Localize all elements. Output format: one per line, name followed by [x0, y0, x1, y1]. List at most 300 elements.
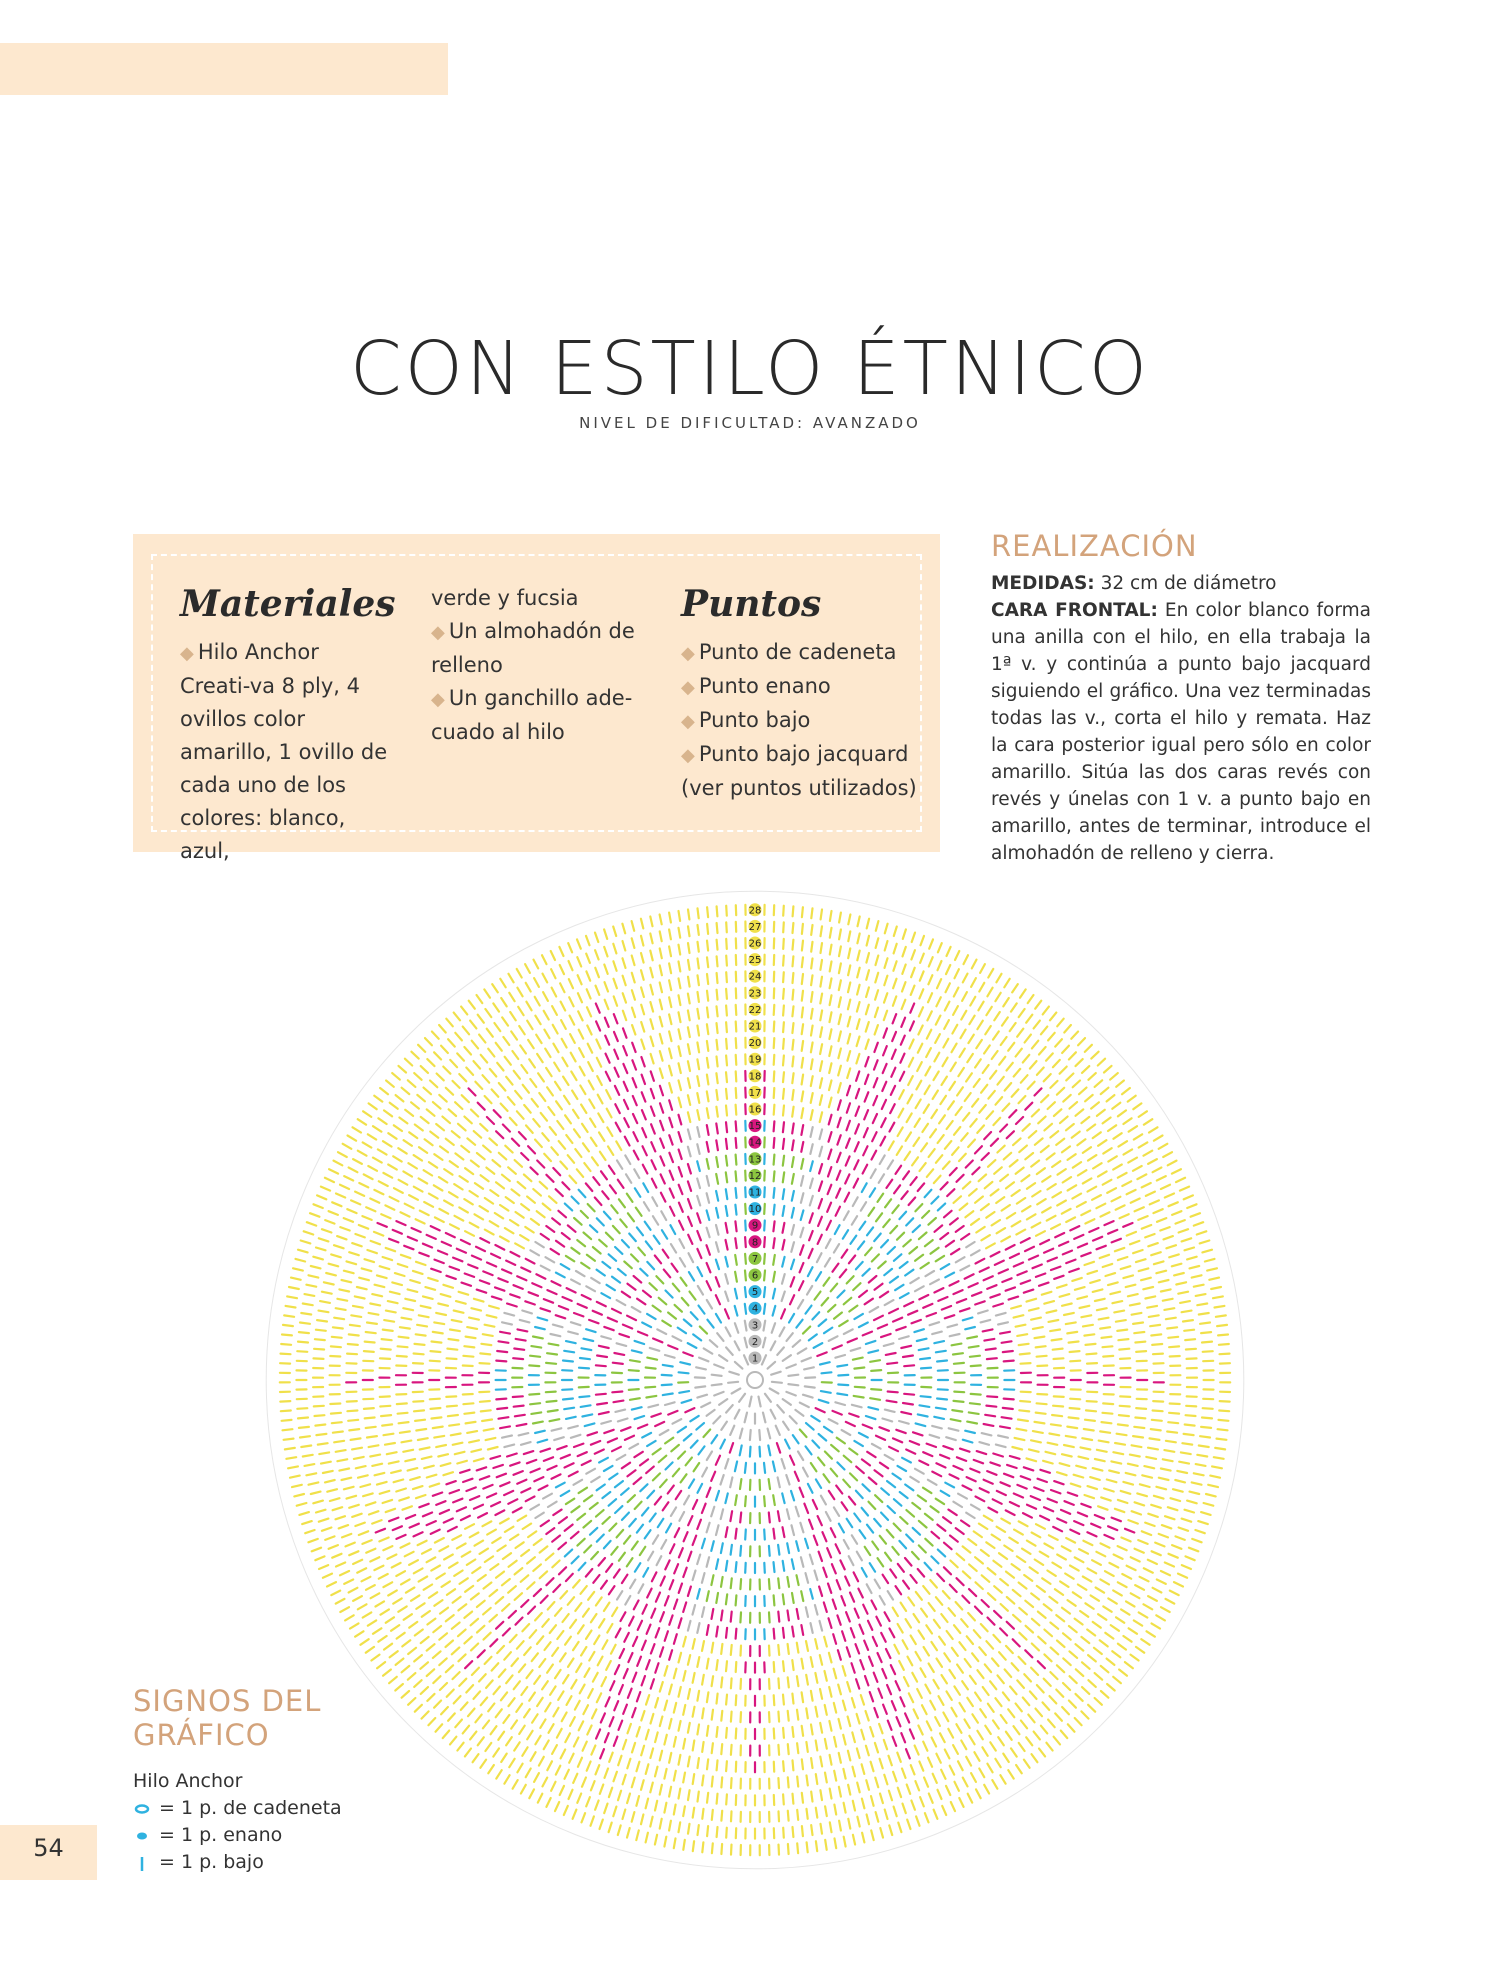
stitch-mark [1113, 1677, 1121, 1683]
stitch-mark [951, 1802, 955, 1811]
stitch-mark [1031, 1496, 1040, 1500]
stitch-mark [337, 1459, 347, 1461]
stitch-mark [691, 1312, 698, 1319]
stitch-mark [505, 1527, 514, 1532]
stitch-mark [1030, 1567, 1038, 1573]
stitch-mark [367, 1436, 377, 1437]
stitch-mark [1135, 1585, 1144, 1590]
stitch-mark [804, 1504, 808, 1513]
stitch-mark [745, 1204, 746, 1214]
stitch-mark [702, 1641, 704, 1651]
stitch-mark [943, 1039, 948, 1048]
stitch-mark [684, 1320, 692, 1327]
stitch-mark [712, 1384, 722, 1385]
stitch-mark [428, 1718, 435, 1725]
stitch-mark [1100, 1431, 1110, 1432]
stitch-mark [1032, 1644, 1039, 1651]
stitch-mark [986, 1641, 993, 1649]
stitch-mark [433, 1651, 441, 1658]
stitch-mark [911, 1177, 917, 1185]
stitch-mark [990, 1294, 999, 1297]
stitch-mark [1020, 1353, 1030, 1354]
stitch-mark [938, 1204, 945, 1211]
stitch-mark [430, 1484, 440, 1487]
stitch-mark [688, 1181, 691, 1191]
stitch-mark [771, 1341, 776, 1350]
stitch-mark [591, 1138, 597, 1146]
stitch-mark [421, 1117, 429, 1123]
stitch-mark [660, 1480, 667, 1488]
stitch-mark [655, 1835, 657, 1845]
stitch-mark [1082, 1438, 1092, 1440]
stitch-mark [707, 1557, 710, 1567]
stitch-mark [945, 1483, 954, 1488]
stitch-mark [858, 917, 860, 927]
stitch-mark [820, 1027, 822, 1037]
stitch-mark [344, 1271, 354, 1274]
stitch-mark [836, 1207, 840, 1216]
stitch-mark [798, 1348, 807, 1353]
stitch-mark [699, 1446, 705, 1454]
stitch-mark [574, 1444, 583, 1447]
stitch-mark [349, 1334, 359, 1335]
stitch-mark [465, 1231, 474, 1236]
stitch-mark [774, 1138, 775, 1148]
stitch-mark [802, 1041, 803, 1051]
stitch-mark [1017, 1680, 1024, 1688]
stitch-mark [965, 1211, 973, 1217]
stitch-mark [1060, 1067, 1067, 1074]
stitch-mark [699, 1306, 705, 1314]
stitch-mark [777, 1443, 780, 1453]
stitch-mark [957, 1554, 965, 1561]
stitch-mark [1138, 1540, 1147, 1544]
stitch-mark [819, 1164, 822, 1174]
stitch-mark [1100, 1579, 1109, 1584]
stitch-mark [919, 1521, 927, 1528]
stitch-mark [1142, 1183, 1151, 1187]
stitch-mark [552, 1428, 562, 1430]
stitch-mark [1030, 1691, 1037, 1699]
stitch-mark [829, 1419, 838, 1424]
stitch-mark [1004, 1153, 1012, 1160]
stitch-mark [327, 1489, 337, 1492]
stitch-mark [1075, 1287, 1085, 1290]
stitch-mark [726, 1628, 727, 1638]
stitch-mark [608, 1438, 617, 1442]
stitch-mark [707, 1108, 709, 1118]
stitch-mark [778, 1511, 780, 1521]
stitch-mark [478, 1737, 484, 1745]
stitch-mark [1122, 1181, 1131, 1186]
stitch-mark [957, 1175, 964, 1182]
stitch-mark [520, 1235, 529, 1240]
stitch-mark [862, 1799, 865, 1809]
stitch-mark [946, 983, 950, 992]
stitch-mark [599, 1240, 607, 1247]
stitch-mark [972, 960, 977, 969]
stitch-mark [542, 955, 547, 964]
stitch-mark [509, 993, 514, 1001]
stitch-mark [640, 1484, 647, 1491]
stitch-mark [380, 1266, 390, 1269]
stitch-mark [702, 1842, 703, 1852]
stitch-mark [647, 1314, 656, 1319]
stitch-mark [688, 1723, 690, 1733]
stitch-mark [858, 1589, 862, 1598]
stitch-mark [853, 1835, 855, 1845]
stitch-mark [1076, 1109, 1084, 1115]
stitch-mark [485, 1096, 492, 1103]
stitch-mark [820, 1757, 822, 1767]
stitch-mark [589, 1652, 594, 1661]
stitch-mark [1133, 1103, 1141, 1109]
stitch-mark [552, 1006, 557, 1015]
stitch-mark [988, 1618, 995, 1625]
stitch-mark [440, 1608, 448, 1614]
stitch-mark [529, 1789, 534, 1798]
stitch-mark [298, 1250, 308, 1253]
stitch-mark [434, 1436, 444, 1438]
stitch-mark [1009, 1297, 1019, 1300]
stitch-mark [924, 1778, 928, 1787]
stitch-mark [764, 1530, 765, 1540]
stitch-mark [517, 1764, 522, 1773]
stitch-mark [1170, 1591, 1179, 1596]
stitch-mark [932, 1332, 942, 1335]
stitch-mark [679, 1239, 684, 1248]
stitch-mark [669, 1821, 671, 1831]
stitch-mark [842, 1250, 848, 1258]
stitch-mark [961, 1521, 969, 1527]
stitch-mark [444, 1201, 453, 1206]
stitch-mark [597, 1535, 604, 1542]
stitch-mark [710, 1340, 718, 1347]
stitch-mark [878, 1325, 887, 1329]
stitch-mark [770, 1389, 779, 1394]
stitch-mark [352, 1514, 362, 1517]
stitch-mark [465, 1586, 473, 1592]
stitch-mark [1202, 1342, 1212, 1343]
stitch-mark [829, 1687, 831, 1697]
stitch-mark [1002, 1205, 1010, 1211]
stitch-mark [1051, 1267, 1060, 1270]
stitch-mark [563, 1297, 572, 1301]
stitch-mark [923, 1452, 932, 1456]
stitch-mark [707, 1125, 709, 1135]
stitch-mark [296, 1259, 306, 1262]
stitch-mark [521, 1204, 529, 1210]
stitch-mark [996, 1097, 1003, 1105]
stitch-mark [618, 1756, 621, 1765]
stitch-mark [805, 1377, 815, 1378]
stitch-mark [689, 1272, 694, 1281]
stitch-mark [602, 1191, 608, 1199]
stitch-mark [566, 1574, 573, 1581]
stitch-mark [497, 1063, 503, 1071]
stitch-mark [1112, 1651, 1120, 1657]
stitch-mark [915, 1204, 922, 1211]
stitch-mark [570, 1016, 575, 1025]
stitch-mark [778, 1612, 779, 1622]
stitch-mark [726, 1327, 731, 1336]
stitch-mark [800, 1488, 804, 1497]
stitch-mark [650, 1817, 652, 1827]
stitch-mark [339, 1525, 348, 1528]
stitch-mark [983, 1065, 989, 1073]
stitch-mark [839, 1719, 841, 1729]
stitch-mark [419, 1315, 429, 1317]
stitch-mark [432, 1417, 442, 1418]
stitch-mark [783, 906, 784, 916]
cara-frontal-label: CARA FRONTAL: [991, 600, 1158, 621]
stitch-mark [531, 1219, 539, 1225]
stitch-mark [1186, 1349, 1196, 1350]
stitch-mark [1063, 1095, 1070, 1102]
stitch-mark [513, 1368, 523, 1369]
stitch-mark [1118, 1424, 1128, 1425]
stitch-mark [467, 1560, 476, 1565]
stitch-mark [1152, 1420, 1162, 1421]
stitch-mark [1036, 1346, 1046, 1347]
stitch-mark [466, 1068, 473, 1075]
stitch-mark [839, 963, 841, 973]
stitch-mark [833, 1634, 836, 1644]
stitch-mark [804, 1367, 814, 1369]
stitch-mark [342, 1280, 352, 1282]
stitch-mark [408, 1698, 415, 1705]
stitch-mark [826, 1239, 831, 1248]
stitch-mark [522, 1747, 527, 1756]
stitch-mark [1153, 1401, 1163, 1402]
stitch-mark [914, 1709, 918, 1718]
stitch-mark [874, 1043, 877, 1052]
stitch-mark [955, 1782, 959, 1791]
stitch-mark [1006, 1510, 1015, 1515]
stitch-mark [653, 1473, 660, 1480]
stitch-mark [360, 1484, 370, 1487]
stitch-mark [571, 1506, 579, 1512]
stitch-mark [646, 1396, 656, 1398]
stitch-mark [735, 1306, 738, 1316]
stitch-mark [651, 1609, 655, 1618]
stitch-mark [578, 1011, 582, 1020]
stitch-mark [618, 1269, 626, 1275]
stitch-mark [979, 983, 984, 992]
stitch-mark [631, 1254, 638, 1261]
stitch-mark [540, 1719, 545, 1728]
stitch-mark [1194, 1285, 1204, 1287]
stitch-mark [345, 1615, 354, 1620]
stitch-mark [1104, 1221, 1113, 1225]
stitch-mark [457, 1743, 463, 1751]
stitch-mark [820, 960, 822, 970]
stitch-mark [871, 1389, 881, 1390]
stitch-mark [874, 1673, 878, 1682]
stitch-mark [679, 1721, 681, 1731]
stitch-mark [519, 1132, 526, 1139]
stitch-mark [736, 1155, 737, 1165]
stitch-mark [506, 1077, 512, 1085]
stitch-mark [963, 1571, 970, 1578]
stitch-mark [893, 1014, 897, 1023]
stitch-mark [844, 1329, 853, 1334]
stitch-mark [1201, 1332, 1211, 1333]
stitch-mark [1103, 1403, 1113, 1404]
stitch-mark [956, 1107, 962, 1115]
stitch-mark [651, 1644, 655, 1653]
stitch-mark [655, 1256, 661, 1264]
stitch-mark [940, 1455, 949, 1459]
stitch-mark [1110, 1292, 1120, 1294]
stitch-mark [292, 1485, 302, 1487]
stitch-mark [726, 1405, 733, 1413]
stitch-mark [906, 1510, 914, 1517]
stitch-mark [995, 1261, 1004, 1265]
stitch-mark [628, 1689, 632, 1698]
stitch-mark [1151, 1505, 1161, 1508]
stitch-mark [655, 1767, 658, 1777]
stitch-mark [683, 1602, 686, 1612]
stitch-mark [511, 1031, 517, 1039]
stitch-mark [336, 1563, 345, 1567]
stitch-mark [1201, 1427, 1211, 1428]
stitch-mark [365, 1342, 375, 1343]
stitch-mark [717, 906, 718, 916]
stitch-mark [826, 1512, 831, 1521]
stitch-mark [956, 1528, 964, 1534]
stitch-mark [1071, 1484, 1081, 1487]
stitch-mark [637, 1762, 640, 1772]
stitch-mark [438, 1251, 447, 1255]
stitch-mark [568, 1155, 574, 1163]
stitch-mark [496, 1131, 503, 1138]
stitch-mark [586, 1329, 596, 1332]
stitch-mark [380, 1406, 390, 1407]
stitch-mark [883, 1219, 889, 1227]
stitch-mark [1118, 1173, 1127, 1178]
stitch-mark [405, 1552, 414, 1557]
stitch-mark [459, 1292, 469, 1295]
stitch-mark [1103, 1413, 1113, 1414]
stitch-mark [915, 1781, 919, 1790]
stitch-mark [1106, 1273, 1116, 1276]
stitch-mark [622, 1240, 629, 1247]
stitch-mark [984, 1424, 994, 1426]
stitch-mark [736, 1595, 737, 1605]
stitch-mark [843, 1480, 850, 1488]
stitch-mark [1119, 1415, 1129, 1416]
stitch-mark [628, 1470, 636, 1476]
stitch-mark [938, 1297, 947, 1301]
stitch-mark [921, 1609, 927, 1617]
stitch-mark [1043, 1702, 1050, 1710]
stitch-mark [984, 1480, 993, 1484]
stitch-mark [1108, 1526, 1117, 1530]
stitch-mark [808, 1484, 813, 1493]
stitch-mark [486, 1680, 493, 1688]
stitch-mark [417, 1095, 425, 1101]
stitch-mark [578, 1304, 587, 1308]
stitch-mark [560, 1653, 566, 1661]
stitch-mark [712, 1676, 714, 1686]
stitch-mark [866, 1005, 869, 1015]
stitch-mark [470, 1533, 479, 1538]
stitch-mark [716, 1491, 719, 1501]
round-label: 16 [748, 1104, 762, 1116]
stitch-mark [1142, 1475, 1152, 1477]
stitch-mark [809, 1334, 817, 1340]
stitch-mark [427, 1694, 434, 1701]
stitch-mark [841, 1596, 845, 1605]
stitch-mark [632, 1060, 636, 1069]
stitch-mark [353, 1560, 362, 1564]
stitch-mark [388, 1133, 396, 1139]
stitch-mark [731, 1745, 732, 1755]
stitch-mark [1004, 1399, 1014, 1400]
stitch-mark [679, 1391, 689, 1393]
stitch-mark [408, 1648, 416, 1654]
stitch-mark [458, 1654, 465, 1661]
stitch-mark [1027, 1183, 1035, 1189]
stitch-mark [682, 1400, 692, 1403]
stitch-mark [475, 1715, 481, 1723]
stitch-mark [720, 1440, 725, 1449]
stitch-mark [1123, 1275, 1133, 1278]
stitch-mark [783, 1661, 784, 1671]
stitch-mark [697, 1179, 700, 1189]
stitch-mark [934, 1176, 941, 1183]
stitch-mark [990, 1681, 996, 1689]
stitch-mark [772, 1382, 782, 1383]
stitch-mark [1055, 1039, 1062, 1046]
stitch-mark [641, 919, 643, 929]
stitch-mark [868, 1350, 878, 1352]
stitch-mark [861, 1695, 864, 1705]
stitch-mark [815, 1571, 818, 1581]
stitch-mark [745, 1287, 746, 1297]
stitch-mark [825, 1806, 827, 1816]
stitch-mark [978, 1002, 983, 1011]
stitch-mark [442, 1242, 451, 1246]
stitch-mark [717, 1794, 718, 1804]
stitch-mark [622, 924, 625, 934]
stitch-mark [419, 1577, 428, 1582]
stitch-mark [618, 1419, 628, 1422]
stitch-mark [864, 1110, 868, 1119]
stitch-mark [404, 1614, 412, 1620]
stitch-mark [891, 1068, 895, 1077]
stitch-mark [483, 1146, 491, 1153]
stitch-mark [1150, 1438, 1160, 1440]
stitch-mark [537, 1698, 543, 1706]
stitch-mark [865, 1092, 869, 1101]
stitch-mark [433, 1676, 440, 1683]
round-label: 19 [748, 1054, 762, 1066]
stitch-mark [899, 1661, 904, 1670]
stitch-mark [792, 1073, 793, 1083]
stitch-mark [643, 1165, 648, 1174]
stitch-mark [717, 1023, 718, 1033]
stitch-mark [881, 1334, 891, 1337]
stitch-mark [398, 1264, 408, 1267]
stitch-mark [643, 1605, 647, 1614]
stitch-mark [378, 1223, 387, 1227]
stitch-mark [431, 1530, 440, 1534]
stitch-mark [730, 1477, 732, 1487]
stitch-mark [1156, 1487, 1166, 1490]
stitch-mark [507, 1304, 517, 1307]
